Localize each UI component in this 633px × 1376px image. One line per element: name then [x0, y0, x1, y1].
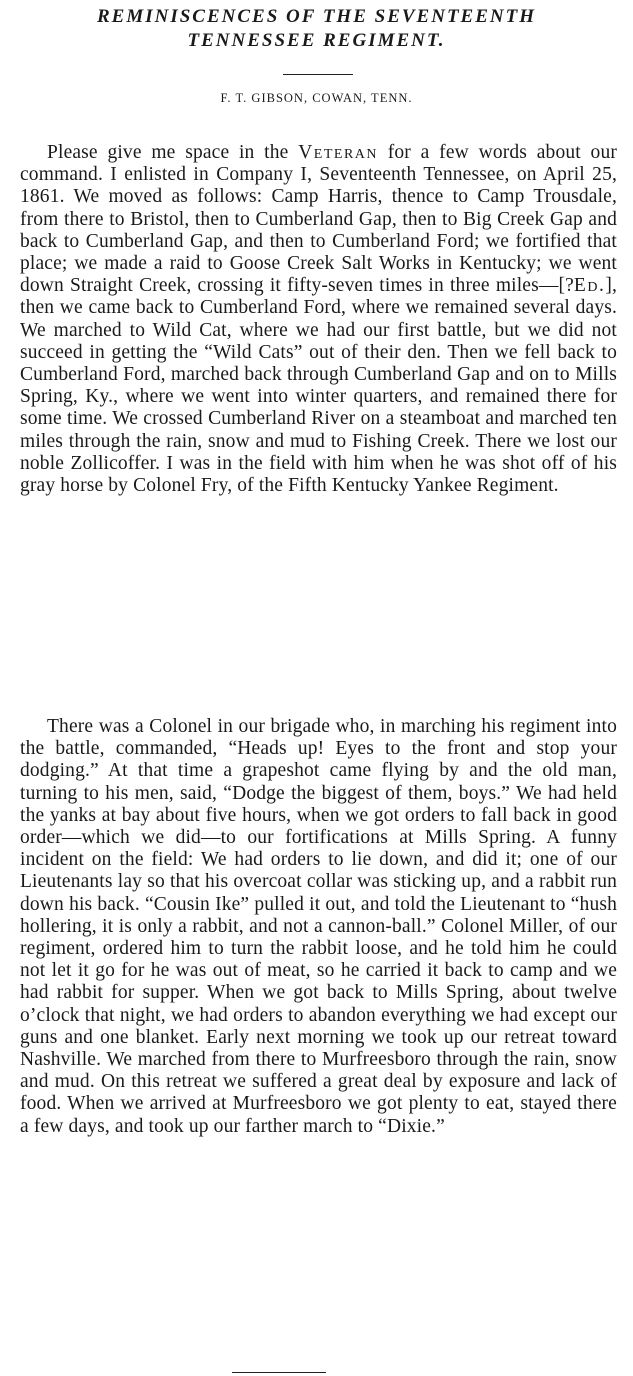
editor-note: Ed.	[573, 275, 606, 297]
body-paragraph-2: There was a Colonel in our brigade who, in marching his regiment into the battle, commanded, “Heads up! Eyes to the front and stop your dodging.” At that time a grapeshot came flying by and the old man, turning to his men, said, “Dodge the biggest of them, boys.” We had held the yanks at bay about five hours, when we got orders to fall back in good order—which we did—to our fortifications at Mills Spring. A funny incident on the field: We had orders to lie down, and did it; one of our Lieutenants lay so that his overcoat collar was sticking up, and a rabbit run down his back. “Cousin Ike” pulled it out, and told the Lieutenant to “hush hollering, it is only a rabbit, and not a cannon-ball.” Colonel Miller, of our regiment, ordered him to turn the rabbit loose, and he told him he could not let it go for he was out of meat, so he carried it back to camp and we had rabbit for supper. When we got back to Mills Spring, about twelve o’clock that night, we had orders to abandon everything we had except our guns and one blanket. Early next morning we took up our retreat toward Nashville. We marched from there to Murfreesboro through the rain, snow and mud. On this retreat we suffered a great deal by exposure and lack of food. When we arrived at Murfreesboro we got plenty to eat, stayed there a few days, and took up our farther march to “Dixie.”	[20, 716, 617, 1137]
para1-text-end: ], then we came back to Cumberland Ford, where we remained several days. We marched to Wild Cat, where we had our first battle, but we did not succeed in getting the “Wild Cats” out of their den. Then we fell back to Cumberland Ford, marched back through Cumberland Gap and on to Mills Spring, Ky., where we went into winter quarters, and remained there for some time. We crossed Cumberland River on a steamboat and marched ten miles through the rain, snow and mud to Fishing Creek. There we lost our noble Zollicoffer. I was in the field with him when he was shot off of his gray horse by Colonel Fry, of the Fifth Kentucky Yankee Regiment.	[20, 275, 617, 497]
article-title-line-1: REMINISCENCES OF THE SEVENTEENTH	[96, 6, 537, 27]
para1-text-middle: for a few words about our command. I enlisted in Company I, Seventeenth Tennessee, on April 25, 1861. We moved as follows: Camp Harris, thence to Camp Trousdale, from there to Bristol, then to Cumberland Gap, then to Big Creek Gap and back to Cumberland Gap, and then to Cumberland Ford; we fortified that place; we made a raid to Goose Creek Salt Works in Kentucky; we went down Straight Creek, crossing it fifty-seven times in three miles—[?	[20, 142, 617, 297]
body-paragraph-1	[20, 142, 617, 497]
veteran-reference: Veteran	[298, 142, 378, 163]
title-divider	[283, 74, 353, 75]
author-byline: F. T. GIBSON, COWAN, TENN.	[220, 91, 413, 105]
para1-text-start: Please give me space in the	[47, 142, 299, 163]
end-divider	[232, 1372, 326, 1373]
article-title-line-2: TENNESSEE REGIMENT.	[187, 30, 446, 51]
